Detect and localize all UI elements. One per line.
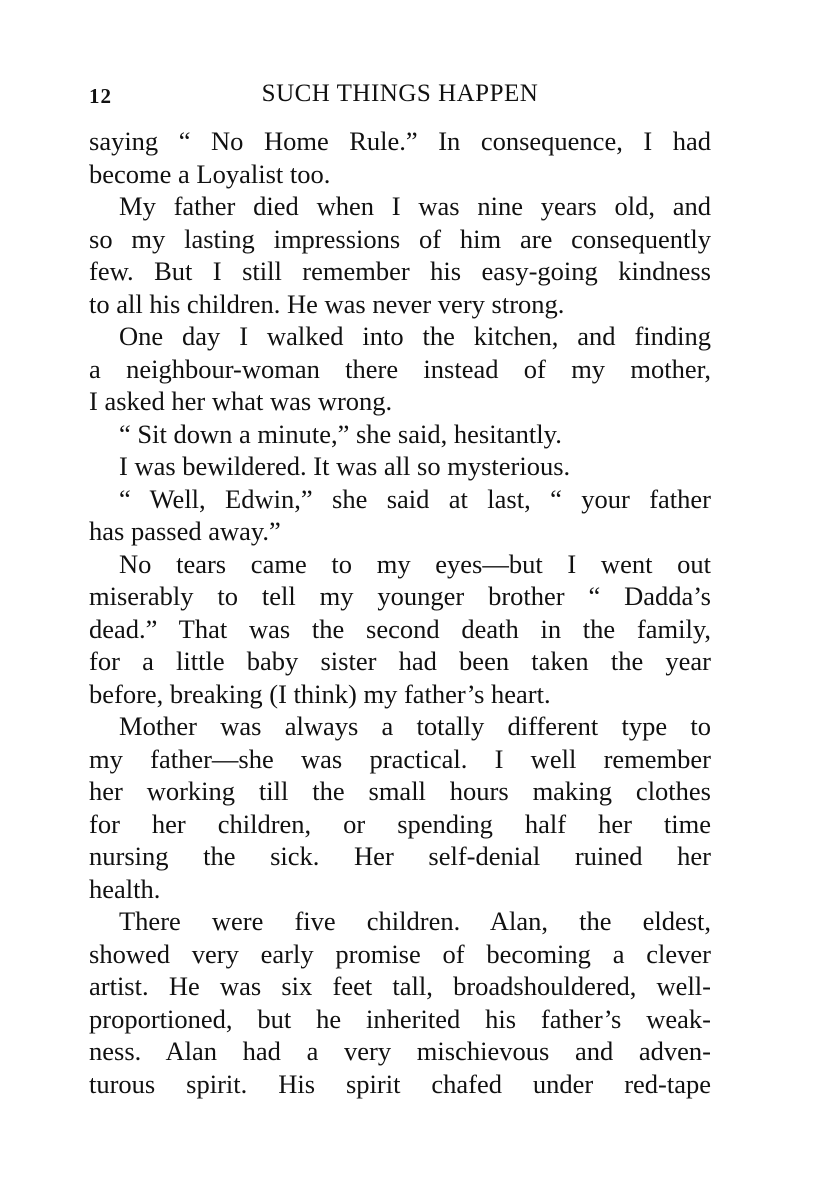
text-line: No tears came to my eyes—but I went out (119, 548, 711, 579)
text-line: I was bewildered. It was all so mysterious. (119, 451, 571, 481)
text-line: my father—she was practical. I well remember (89, 743, 711, 774)
text-line: ness. Alan had a very mischievous and adven- (89, 1036, 711, 1066)
text-line: proportioned, but he inherited his father’s weak- (89, 1003, 711, 1034)
text-line: her working till the small hours making clothes (89, 776, 711, 806)
text-line: to all his children. He was never very strong. (89, 288, 565, 319)
text-line: My father died when I was nine years old, and (119, 191, 711, 221)
running-head: SUCH THINGS HAPPEN (261, 80, 539, 107)
page-header (89, 80, 711, 112)
text-line: I asked her what was wrong. (89, 386, 393, 416)
text-line: One day I walked into the kitchen, and finding (119, 321, 711, 351)
text-line: for a little baby sister had been taken the year (89, 646, 711, 676)
text-line: showed very early promise of becoming a clever (89, 938, 711, 969)
text-line: for her children, or spending half her time (89, 808, 711, 839)
text-line: few. But I still remember his easy-going kindness (89, 256, 711, 286)
text-line: dead.” That was the second death in the family, (89, 613, 711, 644)
text-line: There were five children. Alan, the eldest, (119, 906, 711, 936)
text-line: nursing the sick. Her self-denial ruined her (89, 841, 711, 871)
text-line: so my lasting impressions of him are consequently (89, 223, 711, 254)
text-line: “ Well, Edwin,” she said at last, “ your father (119, 483, 711, 514)
text-line: “ Sit down a minute,” she said, hesitantly. (119, 418, 562, 449)
text-line: a neighbour-woman there instead of my mother, (89, 353, 711, 384)
text-line: become a Loyalist too. (89, 158, 331, 189)
text-line: miserably to tell my younger brother “ Dadda’s (89, 581, 711, 611)
text-line: before, breaking (I think) my father’s heart. (89, 678, 551, 709)
text-line: health. (89, 873, 161, 904)
text-line: has passed away.” (89, 516, 281, 546)
page-number: 12 (89, 84, 112, 108)
text-line: artist. He was six feet tall, broadshouldered, well- (89, 971, 711, 1001)
text-line: turous spirit. His spirit chafed under red-tape (89, 1068, 711, 1099)
text-line: Mother was always a totally different type to (119, 711, 711, 741)
body-text (89, 125, 711, 1100)
text-line: saying “ No Home Rule.” In consequence, I had (89, 126, 711, 156)
